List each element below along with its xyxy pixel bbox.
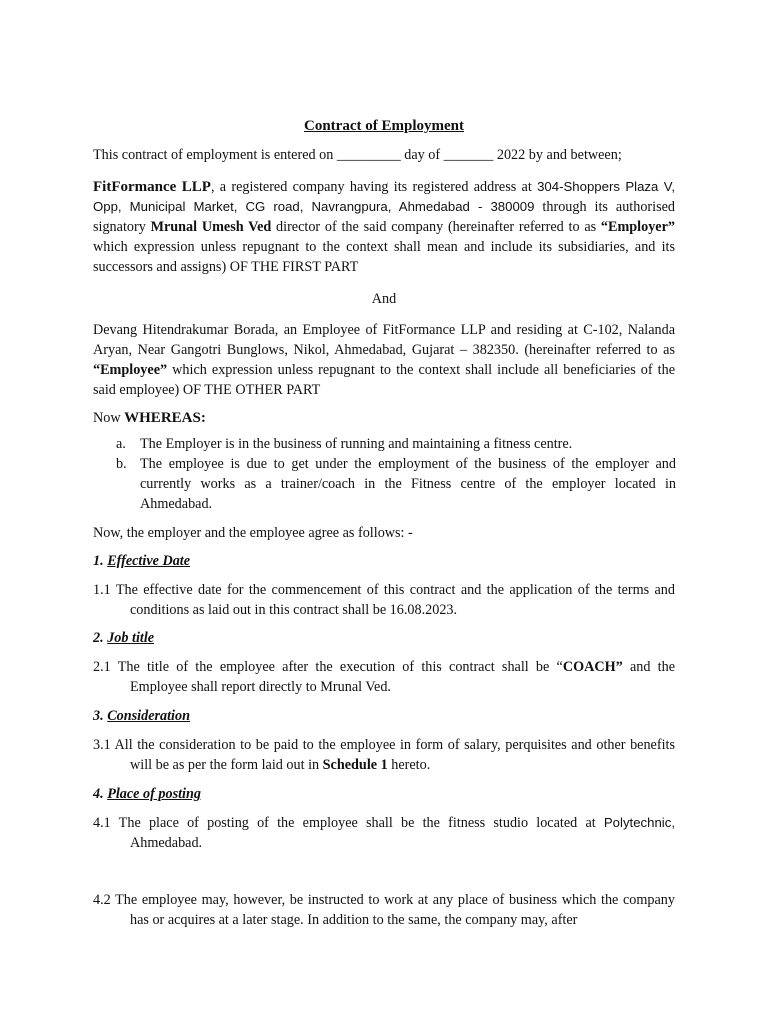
section-heading-job-title: [93, 630, 154, 647]
clause-2-1: [93, 657, 675, 697]
recitals-list: [116, 434, 676, 514]
section-title: Job title: [107, 630, 155, 646]
list-item-text: The employee is due to get under the employment of the business of the employer and currently works as a trainer/coach in the Fitness centre of the employer located in Ahmedabad.: [140, 456, 676, 512]
clause-text: 1.1 The effective date for the commencement of this contract and the application of the terms and conditions as laid out in this contract shall be 16.08.2023.: [93, 582, 675, 618]
clause-text-part: 2.1 The title of the employee after the execution of this contract shall be “: [93, 659, 563, 675]
employer-address: 304-Shoppers Plaza V, Opp, Municipal Market, CG road, Navrangpura, Ahmedabad - 380009: [93, 179, 675, 214]
clause-text: [93, 813, 675, 853]
list-marker: b.: [116, 456, 127, 472]
section-number: 4.: [93, 786, 108, 802]
signatory-name: Mrunal Umesh Ved: [150, 219, 272, 235]
clause-text-part: Ahmedabad.: [130, 835, 203, 851]
section-heading-consideration: [93, 708, 190, 725]
clause-1-1: [93, 580, 675, 620]
clause-text-part: 4.1 The place of posting of the employee shall be the fitness studio located at: [93, 815, 604, 831]
job-title-value: COACH”: [562, 659, 623, 675]
employee-alias: “Employee”: [93, 362, 168, 378]
section-number: 2.: [93, 630, 108, 646]
posting-location: Polytechnic,: [603, 815, 675, 830]
clause-3-1: [93, 735, 675, 775]
whereas-label: WHEREAS:: [124, 410, 206, 426]
whereas-prefix: Now: [93, 410, 125, 426]
employer-name: FitFormance LLP: [93, 179, 211, 195]
employer-text: director of the said company (hereinafter referred to as: [271, 219, 601, 235]
section-title: Place of posting: [107, 786, 201, 802]
clause-text: 4.2 The employee may, however, be instructed to work at any place of business which the company has or acquires at a later stage. In addition to the same, the company may, after: [93, 892, 675, 928]
clause-text: [93, 735, 675, 775]
list-item-text: The Employer is in the business of running and maintaining a fitness centre.: [140, 436, 573, 452]
schedule-reference: Schedule 1: [322, 757, 388, 773]
section-heading-effective-date: [93, 553, 190, 570]
employer-text: through its authorised signatory: [93, 199, 676, 235]
page-title: Contract of Employment: [304, 118, 464, 134]
agreement-statement: Now, the employer and the employee agree as follows: -: [93, 525, 413, 541]
clause-text-part: 3.1 All the consideration to be paid to the employee in form of salary, perquisites and other benefits will be as per the form laid out in: [93, 737, 675, 773]
employer-text: which expression unless repugnant to the context shall mean and include its subsidiaries, and its successors and assigns) OF THE FIRST PART: [93, 239, 675, 275]
clause-4-2: [93, 890, 675, 930]
employee-paragraph: [93, 320, 675, 400]
list-item: [116, 454, 676, 514]
employee-text: which expression unless repugnant to the context shall include all beneficiaries of the said employee) OF THE OTHER PART: [93, 362, 675, 398]
intro-paragraph: This contract of employment is entered on _________ day of _______ 2022 by and between;: [93, 147, 622, 163]
clause-text-part: hereto.: [387, 757, 431, 773]
list-item: [116, 434, 676, 454]
section-number: 3.: [93, 708, 108, 724]
section-number: 1.: [93, 553, 108, 569]
employer-text: , a registered company having its registered address at: [210, 179, 538, 195]
employer-paragraph: [93, 177, 675, 277]
clause-text: [93, 657, 675, 697]
clause-4-1: [93, 813, 675, 853]
and-separator: And: [371, 291, 397, 307]
list-marker: a.: [116, 436, 126, 452]
clause-text-part: and the Employee shall report directly to Mrunal Ved.: [130, 659, 675, 695]
employer-alias: “Employer”: [600, 219, 675, 235]
section-heading-place-of-posting: [93, 786, 201, 803]
whereas-heading: [93, 408, 675, 428]
employee-text: Devang Hitendrakumar Borada, an Employee of FitFormance LLP and residing at C-102, Nalanda Aryan, Near Gangotri Bunglows, Nikol, Ahmedabad, Gujarat – 382350. (hereinafter referred to as: [93, 322, 675, 358]
section-title: Consideration: [107, 708, 190, 724]
section-title: Effective Date: [107, 553, 191, 569]
